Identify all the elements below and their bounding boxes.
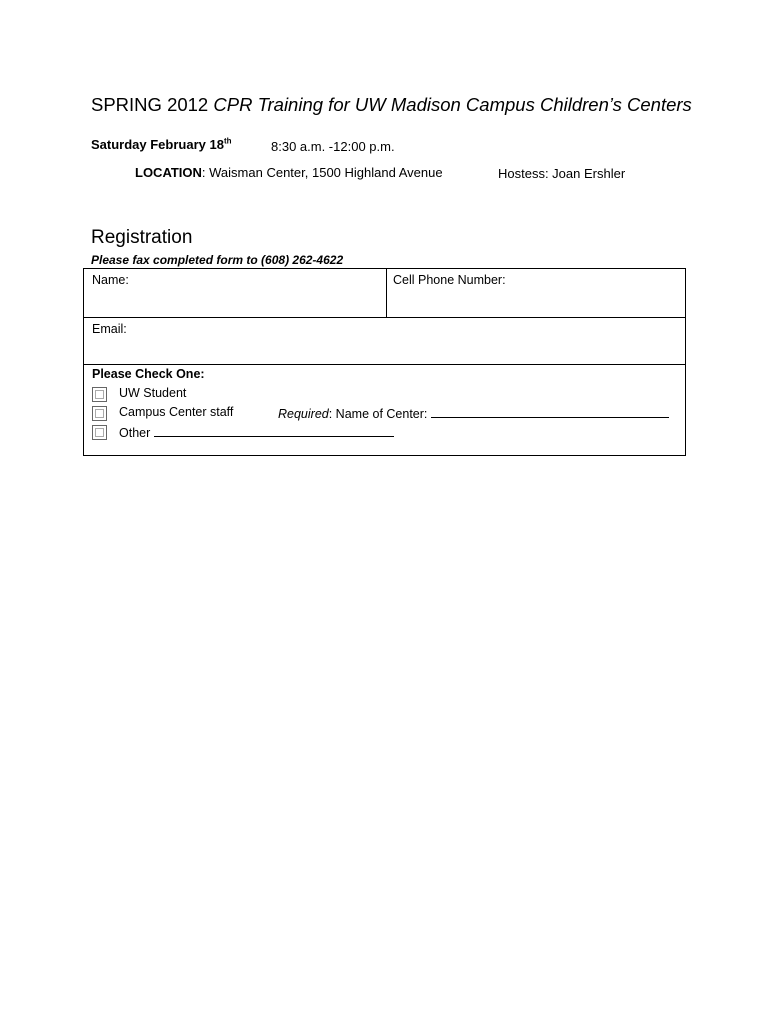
other-checkbox[interactable] bbox=[92, 425, 107, 440]
location-value: : Waisman Center, 1500 Highland Avenue bbox=[201, 165, 443, 180]
event-date bbox=[91, 137, 232, 152]
registration-heading: Registration bbox=[91, 227, 193, 248]
uw-student-checkbox[interactable] bbox=[92, 387, 107, 402]
email-field-label[interactable]: Email: bbox=[92, 322, 127, 336]
other-label bbox=[119, 424, 394, 440]
name-phone-row bbox=[84, 269, 685, 318]
column-divider bbox=[386, 269, 387, 317]
required-text: : Name of Center: bbox=[328, 407, 431, 421]
event-location bbox=[135, 165, 443, 180]
center-name-line[interactable] bbox=[431, 405, 669, 418]
event-date-suffix: th bbox=[223, 136, 232, 146]
check-one-section bbox=[84, 365, 685, 456]
other-label-text: Other bbox=[119, 426, 151, 440]
uw-student-label: UW Student bbox=[119, 386, 187, 400]
event-hostess: Hostess: Joan Ershler bbox=[498, 166, 626, 181]
center-name-requirement bbox=[278, 405, 669, 421]
title-rest: CPR Training for UW Madison Campus Children’s Centers bbox=[213, 94, 692, 115]
title-prefix: SPRING 2012 bbox=[91, 94, 209, 115]
other-fill-line[interactable] bbox=[154, 424, 394, 437]
page-title bbox=[91, 94, 692, 116]
event-time: 8:30 a.m. -12:00 p.m. bbox=[271, 139, 395, 154]
registration-form bbox=[83, 268, 686, 456]
location-label: LOCATION bbox=[135, 165, 202, 180]
check-one-heading: Please Check One: bbox=[92, 367, 205, 381]
campus-center-staff-checkbox[interactable] bbox=[92, 406, 107, 421]
fax-instructions: Please fax completed form to (608) 262-4622 bbox=[91, 253, 344, 267]
required-label: Required bbox=[278, 407, 329, 421]
email-row bbox=[84, 318, 685, 365]
campus-center-staff-label: Campus Center staff bbox=[119, 405, 234, 419]
phone-field-label[interactable]: Cell Phone Number: bbox=[393, 273, 506, 287]
event-date-text: Saturday February 18 bbox=[91, 137, 224, 152]
name-field-label[interactable]: Name: bbox=[92, 273, 129, 287]
